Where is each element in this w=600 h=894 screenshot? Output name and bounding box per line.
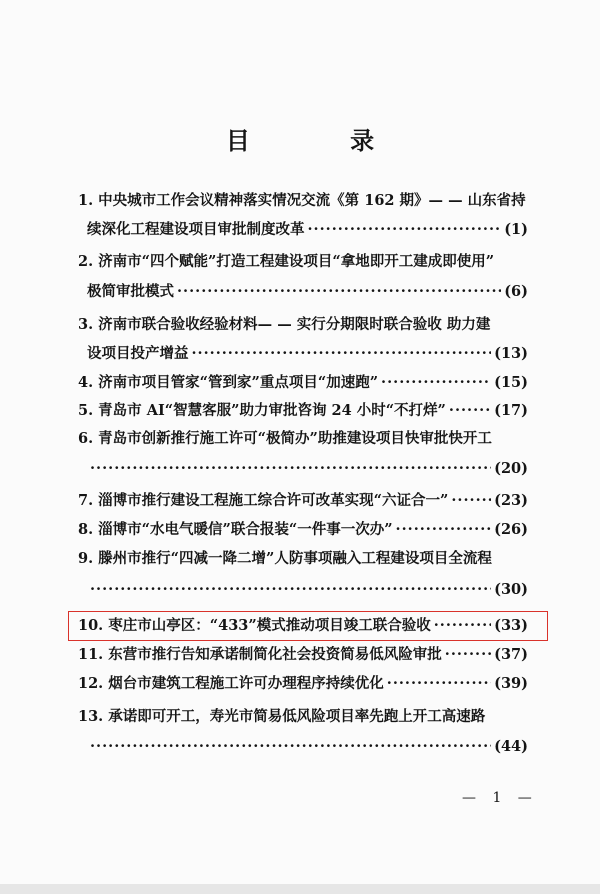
toc-page-number: (33) bbox=[494, 617, 528, 634]
toc-entry-continuation bbox=[87, 455, 528, 483]
leader-dots bbox=[449, 397, 491, 425]
toc-entry bbox=[78, 187, 528, 215]
toc-entry bbox=[78, 369, 528, 397]
leader-dots bbox=[396, 516, 492, 544]
toc-page-number: (1) bbox=[504, 221, 528, 238]
toc-page-number: (15) bbox=[494, 374, 528, 391]
toc-entry bbox=[78, 311, 528, 339]
toc-page-number: (44) bbox=[494, 738, 528, 755]
bottom-edge bbox=[0, 884, 600, 894]
toc-entry-continuation bbox=[87, 340, 528, 368]
toc-entry bbox=[78, 248, 528, 276]
toc-entry-text: 1. 中央城市工作会议精神落实情况交流《第 162 期》— — 山东省持 bbox=[78, 192, 526, 209]
toc-entry-text: 2. 济南市“四个赋能”打造工程建设项目“拿地即开工建成即使用” bbox=[78, 253, 495, 270]
toc-entry-continuation bbox=[87, 576, 528, 604]
toc-entry-text: 12. 烟台市建筑工程施工许可办理程序持续优化 bbox=[78, 675, 384, 692]
leader-dots bbox=[381, 369, 491, 397]
toc-entry-text: 6. 青岛市创新推行施工许可“极简办”助推建设项目快审批快开工 bbox=[78, 430, 492, 447]
toc-entry bbox=[78, 545, 528, 573]
toc-entry-text: 13. 承诺即可开工，寿光市简易低风险项目率先跑上开工高速路 bbox=[78, 708, 486, 725]
leader-dots bbox=[445, 641, 491, 669]
toc-page-number: (6) bbox=[504, 283, 528, 300]
toc-page-number: (26) bbox=[494, 521, 528, 538]
toc-entry-text: 10. 枣庄市山亭区：“433”模式推动项目竣工联合验收 bbox=[78, 617, 431, 634]
leader-dots bbox=[90, 733, 491, 761]
toc-entry-text: 5. 青岛市 AI“智慧客服”助力审批咨询 24 小时“不打烊” bbox=[78, 402, 446, 419]
toc-page-number: (13) bbox=[494, 345, 528, 362]
toc-page-number: (39) bbox=[494, 675, 528, 692]
toc-title: 目 录 bbox=[225, 126, 421, 155]
toc-entry bbox=[78, 641, 528, 669]
toc-entry-text: 极简审批模式 bbox=[87, 283, 174, 300]
leader-dots bbox=[177, 278, 501, 306]
leader-dots bbox=[90, 455, 491, 483]
toc-entry bbox=[78, 397, 528, 425]
toc-page-number: (23) bbox=[494, 492, 528, 509]
toc-entry bbox=[78, 670, 528, 698]
toc-entry-text: 续深化工程建设项目审批制度改革 bbox=[87, 221, 305, 238]
toc-page-number: (20) bbox=[494, 460, 528, 477]
highlight-box bbox=[68, 611, 548, 641]
toc-entry bbox=[78, 425, 528, 453]
toc-entry bbox=[78, 487, 528, 515]
toc-entry-text: 设项目投产增益 bbox=[87, 345, 189, 362]
toc-entry-continuation bbox=[87, 733, 528, 761]
toc-page-number: (30) bbox=[494, 581, 528, 598]
leader-dots bbox=[387, 670, 491, 698]
toc-entry-continuation bbox=[87, 216, 528, 244]
leader-dots bbox=[308, 216, 502, 244]
toc-entry-text: 8. 淄博市“水电气暖信”联合报装“一件事一次办” bbox=[78, 521, 393, 538]
toc-entry bbox=[78, 516, 528, 544]
toc-entry-text: 7. 淄博市推行建设工程施工综合许可改革实现“六证合一” bbox=[78, 492, 449, 509]
leader-dots bbox=[90, 576, 491, 604]
page-number: — 1 — bbox=[462, 790, 538, 806]
toc-entry-text: 3. 济南市联合验收经验材料— — 实行分期限时联合验收 助力建 bbox=[78, 316, 491, 333]
toc-entry-text: 11. 东营市推行告知承诺制简化社会投资简易低风险审批 bbox=[78, 646, 442, 663]
leader-dots bbox=[451, 487, 491, 515]
toc-page-number: (17) bbox=[494, 402, 528, 419]
leader-dots bbox=[192, 340, 492, 368]
toc-entry-text: 4. 济南市项目管家“管到家”重点项目“加速跑” bbox=[78, 374, 379, 391]
toc-entry bbox=[78, 703, 528, 731]
toc-entry-continuation bbox=[87, 278, 528, 306]
toc-page-number: (37) bbox=[494, 646, 528, 663]
toc-entry-text: 9. 滕州市推行“四减一降二增”人防事项融入工程建设项目全流程 bbox=[78, 550, 492, 567]
